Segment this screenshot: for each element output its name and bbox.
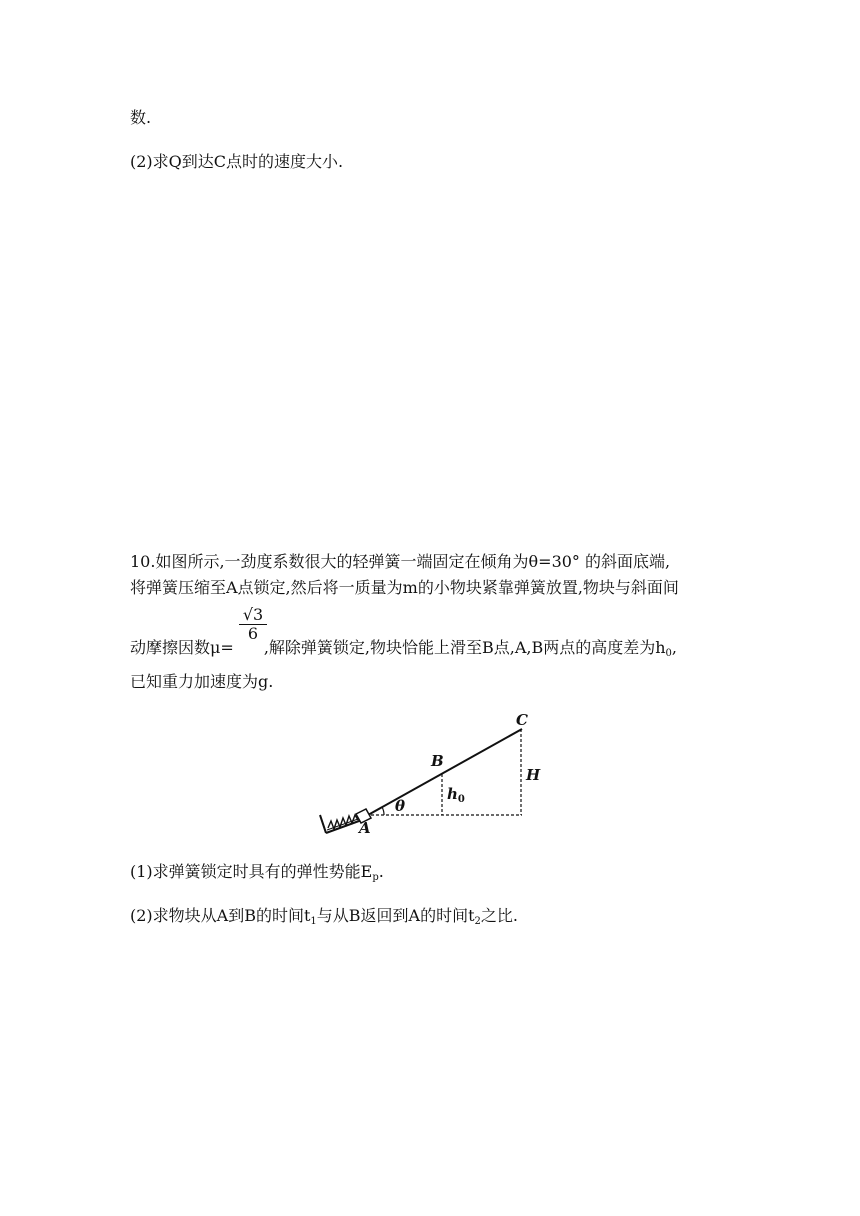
part2-text-a: (2)求物块从A到B的时间t <box>130 906 311 925</box>
part2-text-b: 与从B返回到A的时间t <box>316 906 475 925</box>
part2-text-c: 之比. <box>480 906 519 925</box>
problem-10-line3 <box>130 638 677 664</box>
label-theta: θ <box>395 797 406 815</box>
part1-text: (1)求弹簧锁定时具有的弹性势能E <box>130 862 373 881</box>
label-A: A <box>359 819 371 837</box>
prev-problem-line1: 数. <box>130 108 152 127</box>
problem-10-line2: 将弹簧压缩至A点锁定,然后将一质量为m的小物块紧靠弹簧放置,物块与斜面间 <box>130 578 679 597</box>
theta-arc <box>382 807 384 815</box>
mu-denominator: 6 <box>239 624 267 643</box>
label-h0-main: h <box>447 785 458 803</box>
problem-10-line4: 已知重力加速度为g. <box>130 672 274 691</box>
incline-line <box>368 729 522 815</box>
h0-subscript: 0 <box>665 648 672 659</box>
part1-subscript: p <box>372 872 379 883</box>
prev-problem-part2: (2)求Q到达C点时的速度大小. <box>130 152 344 171</box>
problem-10-part2 <box>130 906 518 932</box>
incline-figure <box>318 708 558 840</box>
label-H: H <box>526 766 541 784</box>
label-h0 <box>447 785 465 805</box>
line3-end: , <box>671 638 678 657</box>
mu-fraction <box>239 606 267 643</box>
friction-text-pre: 动摩擦因数μ= <box>130 638 234 657</box>
label-h0-sub: 0 <box>457 794 465 805</box>
part2-subscript-1: 1 <box>310 916 317 927</box>
label-C: C <box>516 711 528 729</box>
mu-numerator: √3 <box>242 605 264 624</box>
friction-text-post: ,解除弹簧锁定,物块恰能上滑至B点,A,B两点的高度差为h <box>263 638 666 657</box>
problem-10-line1: 10.如图所示,一劲度系数很大的轻弹簧一端固定在倾角为θ=30° 的斜面底端, <box>130 552 671 571</box>
label-B: B <box>431 752 444 770</box>
part1-end: . <box>378 862 384 881</box>
part2-subscript-2: 2 <box>474 916 481 927</box>
problem-10-part1 <box>130 862 384 888</box>
